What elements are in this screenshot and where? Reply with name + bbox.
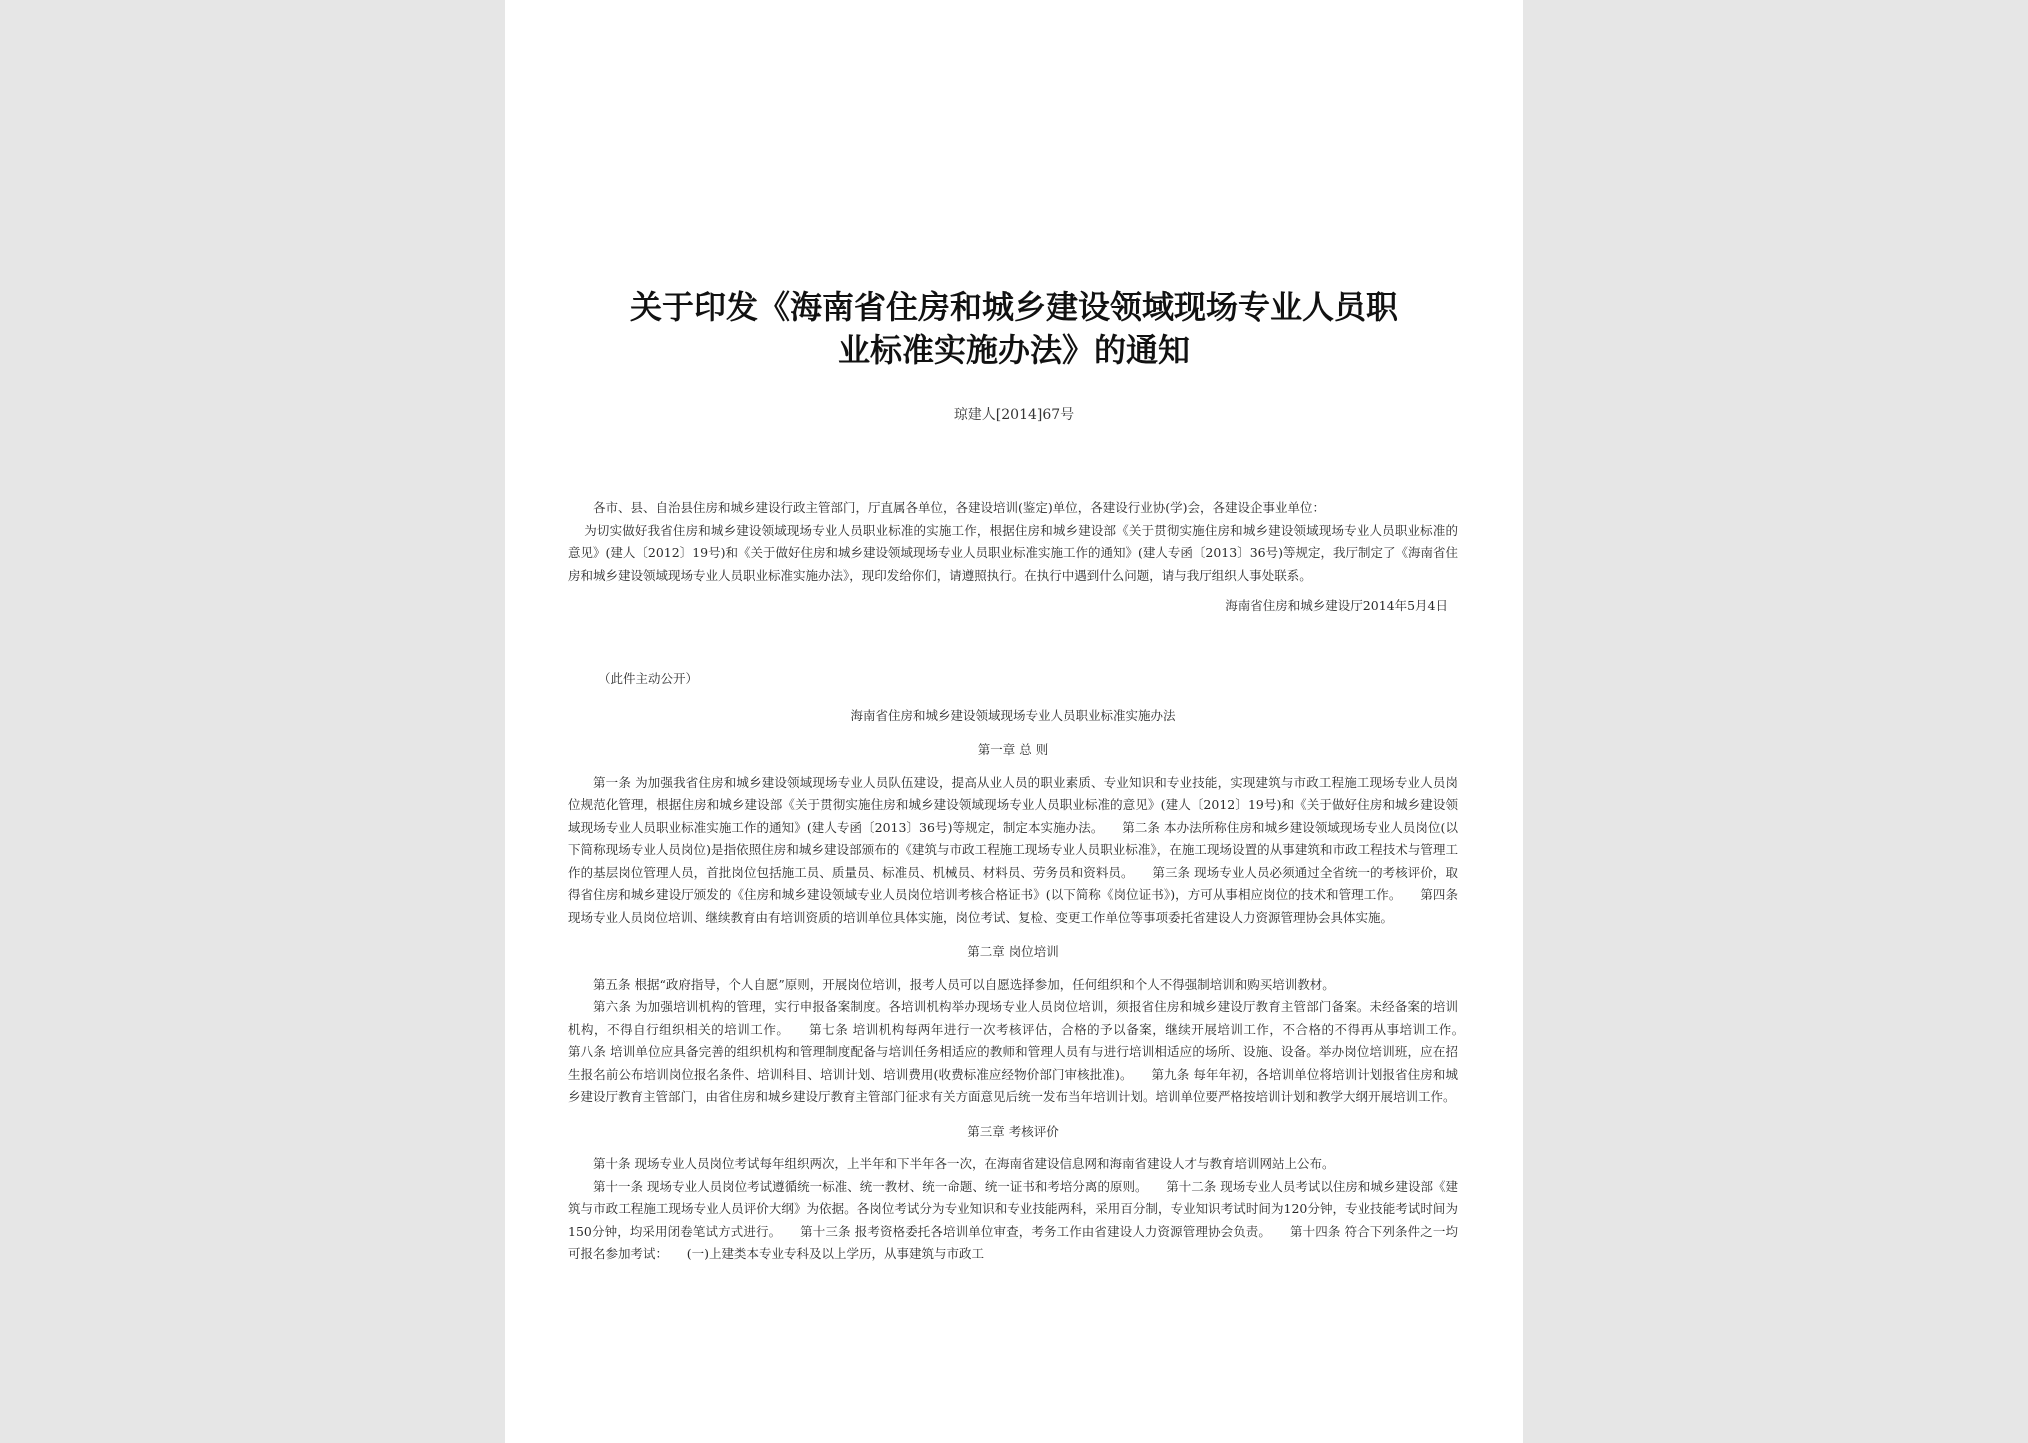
document-number: 琼建人[2014]67号 [953,407,1075,423]
chapter-2-heading: 第二章 岗位培训 [967,944,1059,959]
measures-title: 海南省住房和城乡建设领域现场专业人员职业标准实施办法 [850,707,1176,723]
measures-section [568,668,1484,1266]
chapter-3-paragraph-2: 第十一条 现场专业人员岗位考试遵循统一标准、统一教材、统一命题、统一证书和考培分离的原则。 第十二条 现场专业人员考试以住房和城乡建设部《建筑与市政工程施工现场专业人员评价大纲》为依据。各岗位考试分为专业知识和专业技能两科，采用百分制，专业知识考试时间为120分钟，专业技能考试时间为150分钟，均采用闭卷笔试方式进行。 第十三条 报考资格委托各培训单位审查，考务工作由省建设人力资源管理协会负责。 第十四条 符合下列条件之一均可报名参加考试： (一)上建类本专业专科及以上学历，从事建筑与市政工 [568,1178,1458,1261]
chapter-3-paragraph-1: 第十条 现场专业人员岗位考试每年组织两次，上半年和下半年各一次，在海南省建设信息网和海南省建设人才与教育培训网站上公布。 [593,1156,1335,1171]
chapter-2-paragraph-1: 第五条 根据“政府指导，个人自愿”原则，开展岗位培训，报考人员可以自愿选择参加，任何组织和个人不得强制培训和购买培训教材。 [593,976,1335,992]
chapter-2-paragraph-2: 第六条 为加强培训机构的管理，实行申报备案制度。各培训机构举办现场专业人员岗位培训，须报省住房和城乡建设厅教育主管部门备案。未经备案的培训机构，不得自行组织相关的培训工作。 第七条 培训机构每两年进行一次考核评估，合格的予以备案，继续开展培训工作，不合格的不得再从事培训工作。 第八条 培训单位应具备完善的组织机构和管理制度配备与培训任务相适应的教师和管理人员有与进行培训相适应的场所、设施、设备。举办岗位培训班，应在招生报名前公布培训岗位报名条件、培训科目、培训计划、培训费用(收费标准应经物价部门审核批准)。 第九条 每年年初，各培训单位将培训计划报省住房和城乡建设厅教育主管部门，由省住房和城乡建设厅教育主管部门征求有关方面意见后统一发布当年培训计划。培训单位要严格按培训计划和教学大纲开展培训工作。 [568,999,1484,1104]
chapter-3-heading: 第三章 考核评价 [967,1123,1059,1139]
disclosure-note: （此件主动公开） [598,671,699,686]
document-page [505,0,1523,1443]
notice-recipients: 各市、县、自治县住房和城乡建设行政主管部门，厅直属各单位，各建设培训(鉴定)单位，各建设行业协(学)会，各建设企事业单位： [593,500,1326,515]
notice-section [568,497,1458,618]
document-title [545,286,1483,372]
chapter-1-heading: 第一章 总 则 [977,742,1049,757]
chapter-1-text: 第一条 为加强我省住房和城乡建设领域现场专业人员队伍建设，提高从业人员的职业素质、专业知识和专业技能，实现建筑与市政工程施工现场专业人员岗位规范化管理，根据住房和城乡建设部《关于贯彻实施住房和城乡建设领域现场专业人员职业标准的意见》(建人〔2012〕19号)和《关于做好住房和城乡建设领域现场专业人员职业标准实施工作的通知》(建人专函〔2013〕36号)等规定，制定本实施办法。 第二条 本办法所称住房和城乡建设领域现场专业人员岗位(以下简称现场专业人员岗位)是指依照住房和城乡建设部颁布的《建筑与市政工程施工现场专业人员职业标准》，在施工现场设置的从事建筑和市政工程技术与管理工作的基层岗位管理人员，首批岗位包括施工员、质量员、标准员、机械员、材料员、劳务员和资料员。 第三条 现场专业人员必须通过全省统一的考核评价，取得省住房和城乡建设厅颁发的《住房和城乡建设领域专业人员岗位培训考核合格证书》(以下简称《岗位证书》)，方可从事相应岗位的技术和管理工作。 第四条 现场专业人员岗位培训、继续教育由有培训资质的培训单位具体实施，岗位考试、复检、变更工作单位等事项委托省建设人力资源管理协会具体实施。 [568,774,1458,925]
notice-body: 为切实做好我省住房和城乡建设领域现场专业人员职业标准的实施工作，根据住房和城乡建设部《关于贯彻实施住房和城乡建设领域现场专业人员职业标准的意见》(建人〔2012〕19号)和《关于做好住房和城乡建设领域现场专业人员职业标准实施工作的通知》(建人专函〔2013〕36号)等规定，我厅制定了《海南省住房和城乡建设领域现场专业人员职业标准实施办法》，现印发给你们，请遵照执行。在执行中遇到什么问题，请与我厅组织人事处联系。 [568,522,1458,583]
title-line-2: 业标准实施办法》的通知 [837,331,1190,369]
title-line-1: 关于印发《海南省住房和城乡建设领域现场专业人员职 [629,288,1398,326]
notice-signature: 海南省住房和城乡建设厅2014年5月4日 [1225,598,1448,613]
